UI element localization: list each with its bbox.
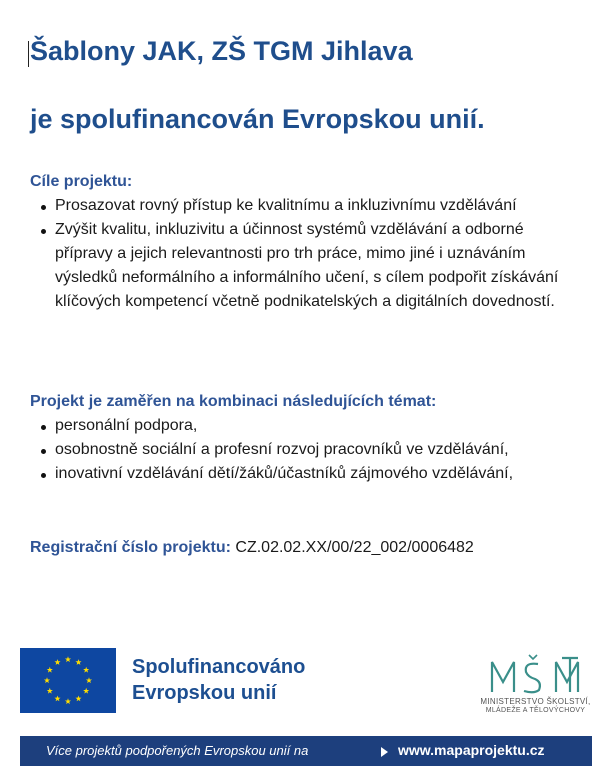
eu-star-icon [54,695,60,701]
list-item: Prosazovat rovný přístup ke kvalitnímu a inkluzivnímu vzdělávání [40,194,585,218]
footer-bar-link[interactable]: www.mapaprojektu.cz [398,742,545,758]
goals-heading: Cíle projektu: [30,173,133,190]
eu-star-icon [65,698,71,704]
eu-text-line2: Evropskou unií [132,682,277,704]
topics-list [40,414,585,486]
registration-number [30,539,474,557]
eu-star-icon [54,659,60,665]
page-title: Šablony JAK, ZŠ TGM Jihlava [30,36,413,66]
eu-star-icon [86,677,92,683]
eu-stars-icon [20,648,116,713]
goals-list [40,194,585,314]
topics-heading: Projekt je zaměřen na kombinaci následujících témat: [30,393,437,410]
eu-star-icon [75,659,81,665]
eu-text-line1: Spolufinancováno [132,656,306,678]
eu-star-icon [47,667,53,673]
footer-bar-text: Více projektů podpořených Evropskou unií na [46,743,309,758]
msmt-name-line1: MINISTERSTVO ŠKOLSTVÍ, [480,697,591,706]
eu-star-icon [83,667,89,673]
subtitle-prefix: je spolufinancován [30,104,283,134]
msmt-name-line2: MLÁDEŽE A TĚLOVÝCHOVY [485,707,586,714]
registration-label: Registrační číslo projektu: [30,539,231,556]
list-item: Zvýšit kvalitu, inkluzivitu a účinnost systémů vzdělávání a odborné přípravy a jejich relevantnosti pro trh práce, mimo jiné i uznáváním výsledků neformálního a informálního učení, s cílem podpořit získávání klíčových kompetencí včetně podnikatelských a digitálních dovedností. [40,218,585,314]
footer-bar [20,736,592,766]
subtitle-emphasis: Evropskou unií. [282,104,485,134]
eu-star-icon [47,688,53,694]
eu-star-icon [65,656,71,662]
list-item: osobnostně sociální a profesní rozvoj pracovníků ve vzdělávání, [40,438,585,462]
list-item: inovativní vzdělávání dětí/žáků/účastníků zájmového vzdělávání, [40,462,585,486]
arrow-right-icon [381,747,388,757]
registration-value: CZ.02.02.XX/00/22_002/0006482 [235,539,474,556]
eu-star-icon [83,688,89,694]
page-subtitle [30,104,485,135]
list-item: personální podpora, [40,414,585,438]
eu-star-icon [44,677,50,683]
eu-cofinanced-text [132,654,305,706]
eu-flag-icon [20,648,116,713]
eu-star-icon [75,695,81,701]
text-cursor [28,41,29,67]
